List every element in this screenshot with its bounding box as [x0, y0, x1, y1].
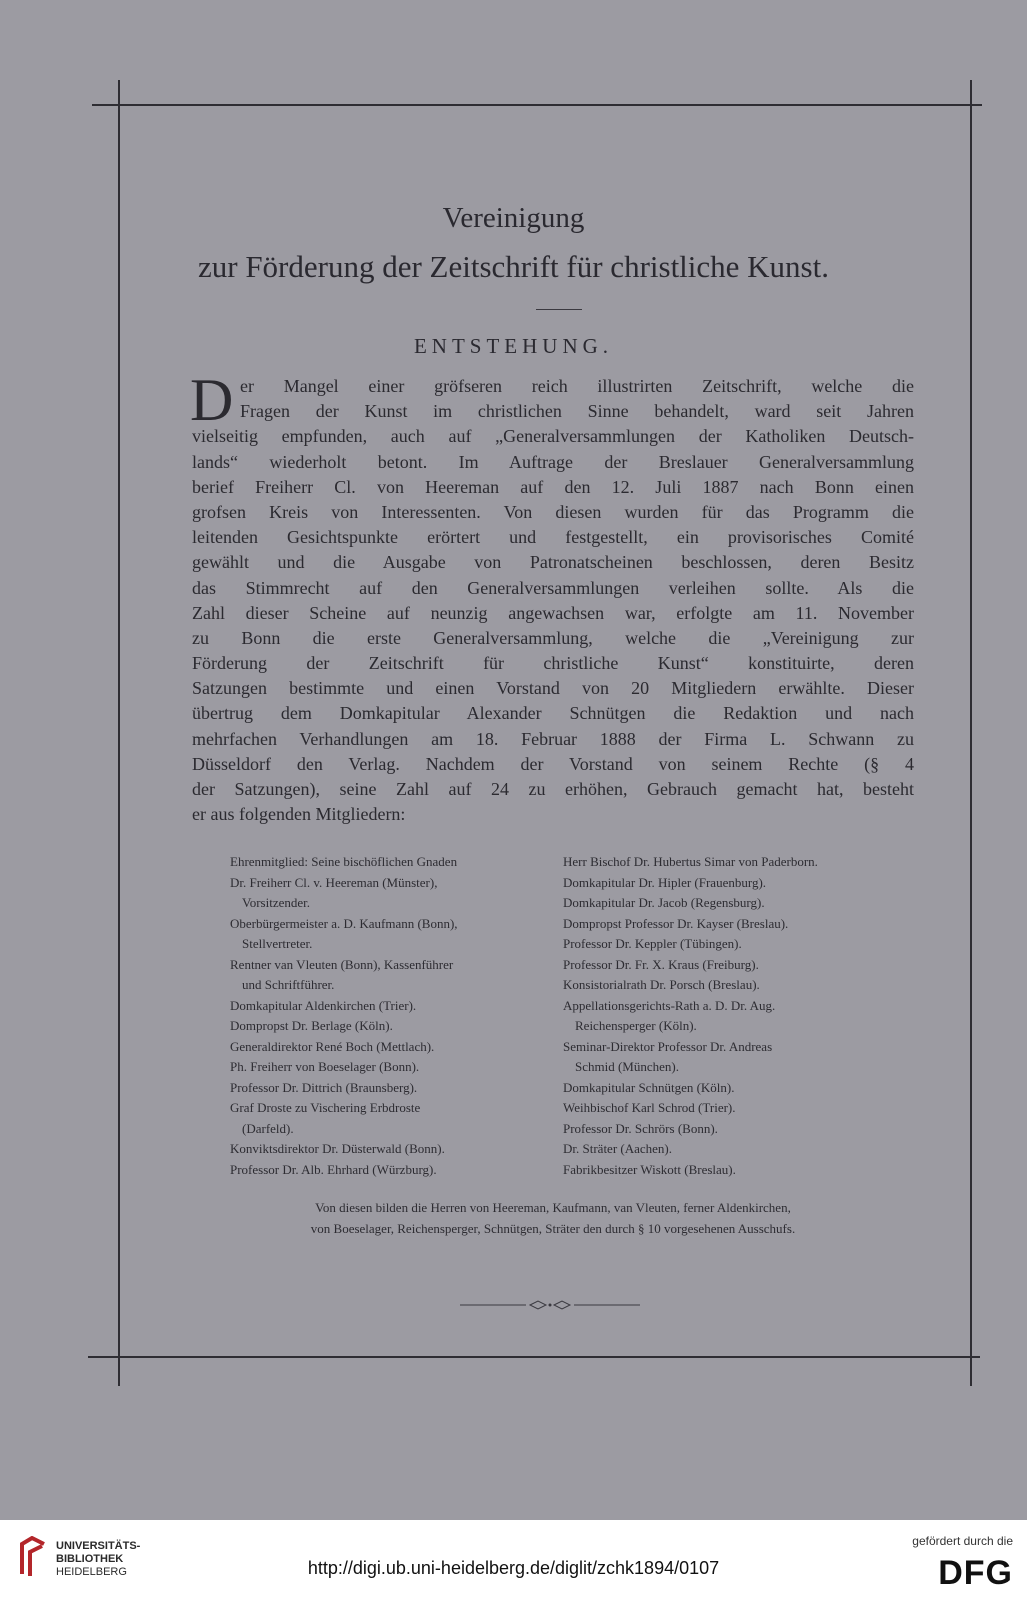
paragraph-line: Satzungen bestimmte und einen Vorstand von 20 Mitgliedern erwählte. Dieser [192, 678, 914, 699]
member-entry: Ph. Freiherr von Boeselager (Bonn). [230, 1059, 420, 1074]
document-title-line2: zur Förderung der Zeitschrift für christliche Kunst. [197, 249, 829, 284]
member-entry: Professor Dr. Schrörs (Bonn). [563, 1120, 718, 1136]
member-entry: Domkapitular Schnütgen (Köln). [563, 1079, 735, 1095]
member-entry: Dompropst Dr. Berlage (Köln). [230, 1018, 393, 1033]
paragraph-line: leitenden Gesichtspunkte erörtert und festgestellt, ein provisorisches Comité [192, 527, 914, 548]
paragraph-line: Fragen der Kunst im christlichen Sinne behandelt, ward seit Jahren [240, 401, 914, 422]
paragraph-line: er Mangel einer gröfseren reich illustrirten Zeitschrift, welche die [240, 376, 914, 396]
member-entry: Herr Bischof Dr. Hubertus Simar von Paderborn. [563, 854, 818, 869]
closing-line: Von diesen bilden die Herren von Heereman, Kaufmann, van Vleuten, ferner Aldenkirchen, [315, 1200, 791, 1215]
member-entry: Professor Dr. Fr. X. Kraus (Freiburg). [563, 956, 759, 972]
member-entry: Domkapitular Dr. Jacob (Regensburg). [563, 895, 765, 910]
library-name-line3: HEIDELBERG [56, 1566, 127, 1578]
paragraph-line: Zahl dieser Scheine auf neunzig angewachsen war, erfolgte am 11. November [192, 602, 914, 623]
paragraph-line: mehrfachen Verhandlungen am 18. Februar 1888 der Firma L. Schwann zu [192, 728, 914, 749]
member-entry: Dr. Freiherr Cl. v. Heereman (Münster), [230, 874, 438, 890]
paragraph-line: gewählt und die Ausgabe von Patronatscheinen beschlossen, deren Besitz [192, 552, 914, 573]
member-entry: (Darfeld). [242, 1120, 294, 1136]
member-entry: Rentner van Vleuten (Bonn), Kassenführer [230, 956, 454, 972]
member-entry: Fabrikbesitzer Wiskott (Breslau). [563, 1161, 736, 1177]
dfg-logo: DFG [938, 1554, 1013, 1592]
member-entry: Vorsitzender. [242, 895, 310, 910]
member-entry: Stellvertreter. [242, 936, 313, 951]
library-name-line1: UNIVERSITÄTS- [56, 1540, 141, 1552]
ornament-divider [460, 1299, 640, 1311]
member-entry: Professor Dr. Dittrich (Braunsberg). [230, 1079, 418, 1095]
library-name-line2: BIBLIOTHEK [56, 1553, 124, 1565]
frame-bottom-rule [88, 1356, 980, 1358]
member-entry: Weihbischof Karl Schrod (Trier). [563, 1100, 736, 1115]
paragraph-line: Förderung der Zeitschrift für christliche Kunst“ konstituirte, deren [192, 653, 914, 674]
paragraph-line: vielseitig empfunden, auch auf „Generalversammlungen der Katholiken Deutsch- [192, 426, 914, 447]
member-entry: Generaldirektor René Boch (Mettlach). [230, 1038, 435, 1054]
paragraph-line: grofsen Kreis von Interessenten. Von diesen wurden für das Programm die [192, 501, 914, 522]
document-title-line1: Vereinigung [442, 202, 585, 234]
drop-cap: D [190, 367, 234, 433]
member-entry: Appellationsgerichts-Rath a. D. Dr. Aug. [563, 997, 776, 1013]
member-entry: Professor Dr. Keppler (Tübingen). [563, 936, 742, 951]
paragraph-line: er aus folgenden Mitgliedern: [192, 804, 406, 825]
members-list-left [230, 852, 560, 1180]
members-list-right [563, 852, 923, 1180]
paragraph-line: übertrug dem Domkapitular Alexander Schnütgen die Redaktion und nach [192, 703, 914, 724]
member-entry: Domkapitular Aldenkirchen (Trier). [230, 997, 417, 1013]
paragraph-line: berief Freiherr Cl. von Heereman auf den 12. Juli 1887 nach Bonn einen [192, 476, 914, 497]
footer-bar [0, 1520, 1027, 1600]
paragraph-line: Düsseldorf den Verlag. Nachdem der Vorstand von seinem Rechte (§ 4 [192, 753, 914, 774]
member-entry: Dompropst Professor Dr. Kayser (Breslau). [563, 915, 789, 931]
member-entry: Reichensperger (Köln). [575, 1018, 697, 1033]
paragraph-line: das Stimmrecht auf den Generalversammlungen verleihen sollte. Als die [192, 577, 914, 598]
body-paragraph [192, 374, 914, 827]
member-entry: Oberbürgermeister a. D. Kaufmann (Bonn), [230, 915, 458, 931]
member-entry: Schmid (München). [575, 1059, 679, 1074]
member-entry: Dr. Sträter (Aachen). [563, 1141, 673, 1156]
member-entry: und Schriftführer. [242, 977, 335, 992]
paragraph-line: der Satzungen), seine Zahl auf 24 zu erhöhen, Gebrauch gemacht hat, besteht [192, 779, 914, 799]
section-heading: ENTSTEHUNG. [413, 334, 614, 358]
member-entry: Graf Droste zu Vischering Erbdroste [230, 1100, 421, 1115]
paragraph-line: zu Bonn die erste Generalversammlung, welche die „Vereinigung zur [192, 627, 914, 648]
member-entry: Seminar-Direktor Professor Dr. Andreas [563, 1038, 773, 1054]
closing-line: von Boeselager, Reichensperger, Schnütgen, Sträter den durch § 10 vorgesehenen Ausschufs. [310, 1220, 796, 1236]
member-entry: Domkapitular Dr. Hipler (Frauenburg). [563, 874, 767, 890]
closing-paragraph [192, 1198, 914, 1239]
frame-top-rule [92, 104, 982, 106]
title-divider [536, 309, 582, 310]
paragraph-line: lands“ wiederholt betont. Im Auftrage der Breslauer Generalversammlung [192, 451, 914, 472]
member-entry: Ehrenmitglied: Seine bischöflichen Gnaden [230, 854, 458, 869]
member-entry: Professor Dr. Alb. Ehrhard (Würzburg). [230, 1161, 437, 1177]
member-entry: Konviktsdirektor Dr. Düsterwald (Bonn). [230, 1141, 445, 1156]
source-url-link[interactable]: http://digi.ub.uni-heidelberg.de/diglit/zchk1894/0107 [307, 1558, 720, 1578]
funded-by-label: gefördert durch die [912, 1534, 1013, 1548]
member-entry: Konsistorialrath Dr. Porsch (Breslau). [563, 977, 760, 992]
